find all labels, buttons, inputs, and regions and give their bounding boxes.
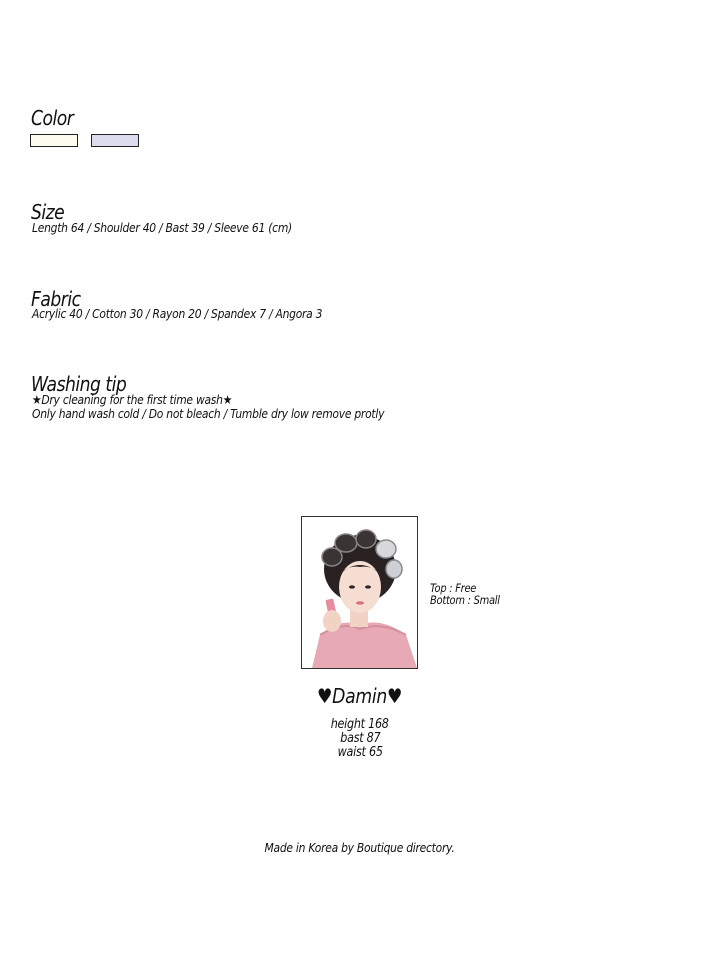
model-height — [0, 718, 720, 732]
model-bast — [0, 732, 720, 746]
model-waist — [0, 746, 720, 760]
washing-tip-line-1: ★Dry cleaning for the first time wash★ — [32, 392, 233, 407]
washing-tip-line-2: Only hand wash cold / Do not bleach / Tumble dry low remove protly — [32, 406, 385, 421]
color-swatch-ivory[interactable] — [30, 134, 78, 147]
model-bottom-size: Bottom : Small — [430, 593, 500, 607]
model-photo-illustration — [302, 517, 417, 668]
model-top-size: Top : Free — [430, 581, 477, 595]
color-swatch-lavender[interactable] — [91, 134, 139, 147]
model-bast-text: bast 87 — [339, 731, 381, 746]
washing-heading: Washing tip — [31, 372, 127, 396]
footer — [0, 840, 720, 855]
model-name — [0, 684, 720, 708]
model-name-text: ♥Damin♥ — [317, 684, 403, 708]
color-heading: Color — [31, 106, 74, 130]
fabric-composition: Acrylic 40 / Cotton 30 / Rayon 20 / Spandex 7 / Angora 3 — [32, 306, 323, 321]
size-heading: Size — [31, 200, 65, 224]
model-photo — [301, 516, 418, 669]
fabric-heading: Fabric — [31, 287, 81, 311]
size-measurements: Length 64 / Shoulder 40 / Bast 39 / Sleeve 61 (cm) — [32, 220, 292, 235]
model-waist-text: waist 65 — [337, 745, 383, 760]
model-height-text: height 168 — [331, 717, 389, 732]
footer-text: Made in Korea by Boutique directory. — [264, 840, 456, 855]
